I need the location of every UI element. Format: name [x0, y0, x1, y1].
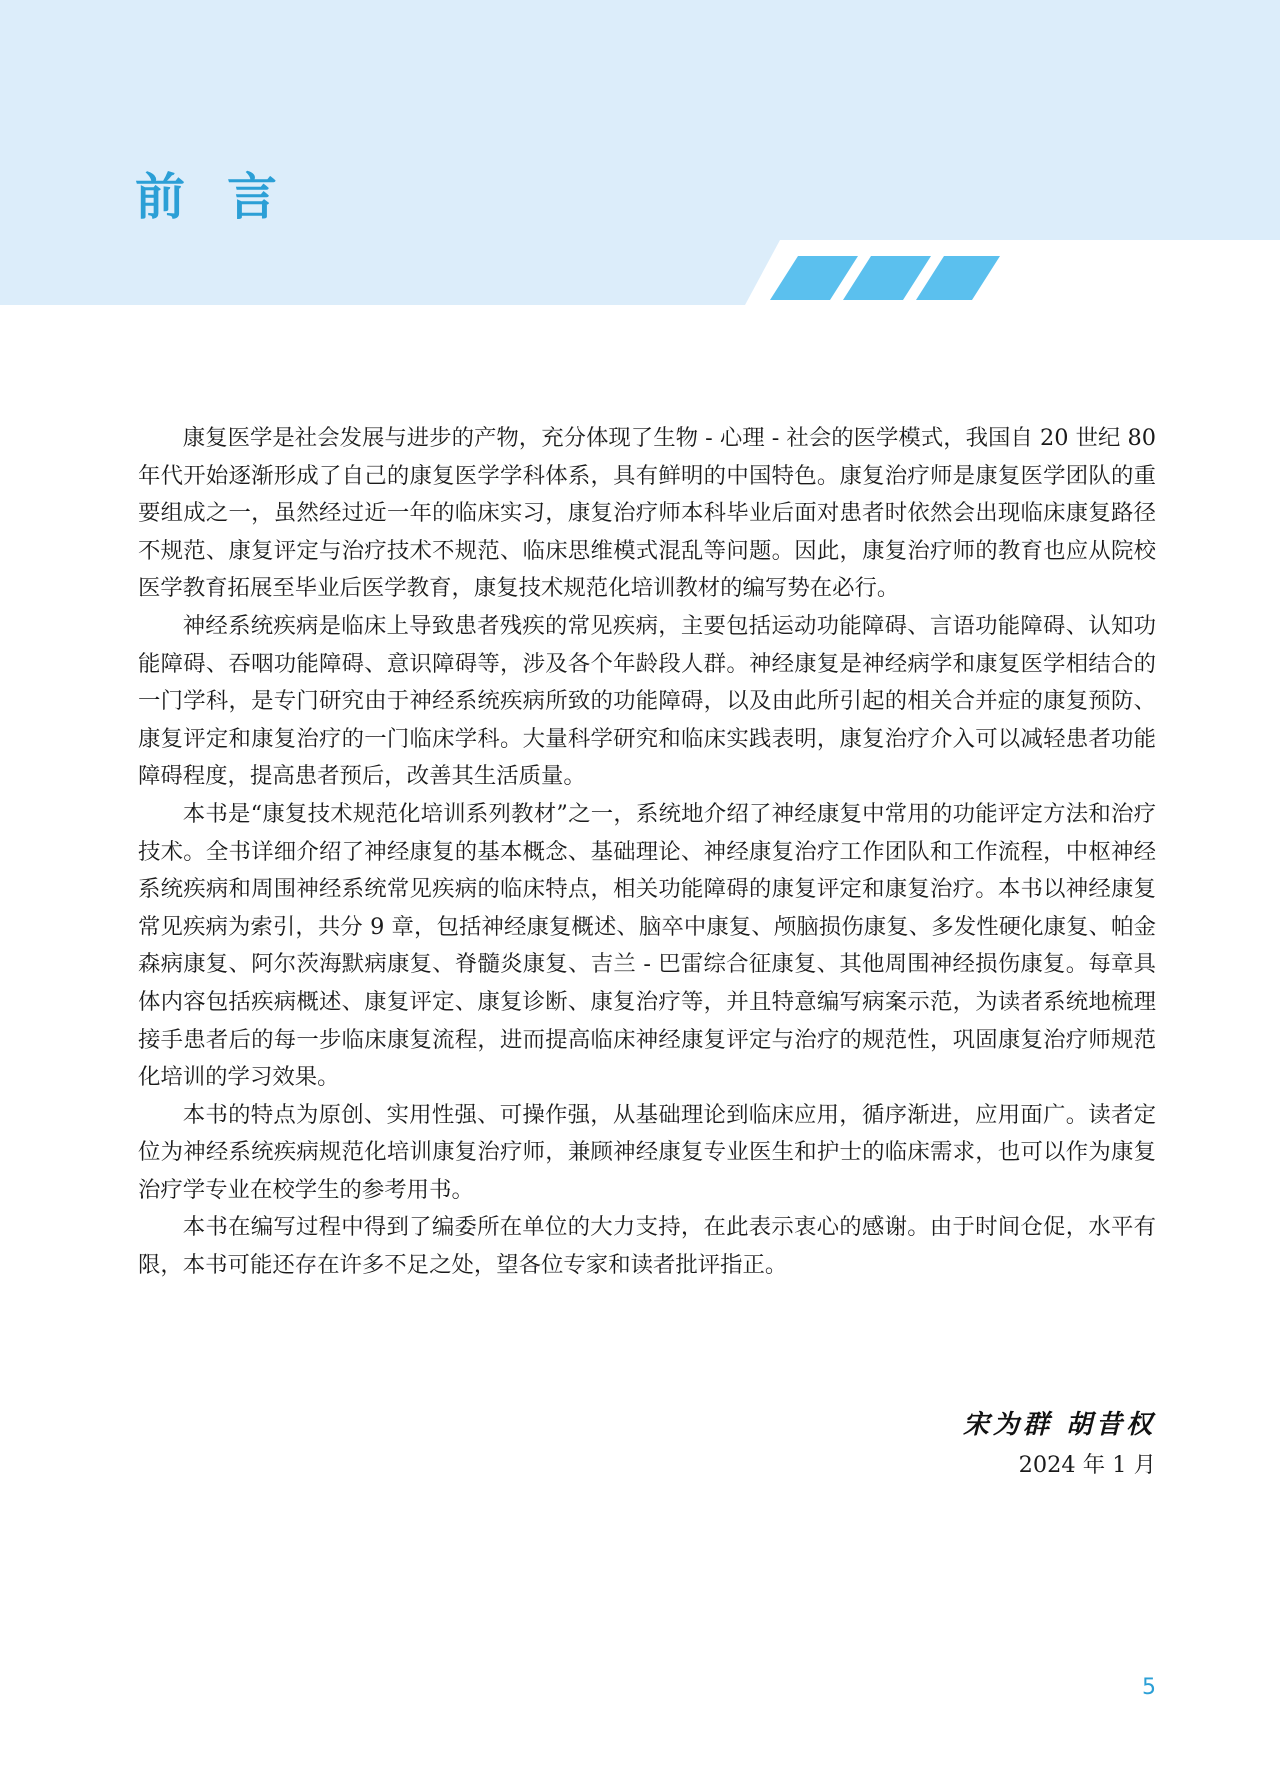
paragraph: 本书的特点为原创、实用性强、可操作强，从基础理论到临床应用，循序渐进，应用面广。读者定位为神经系统疾病规范化培训康复治疗师，兼顾神经康复专业医生和护士的临床需求，也可以作为康复治疗学专业在校学生的参考用书。 — [138, 1101, 1156, 1203]
paragraph: 神经系统疾病是临床上导致患者残疾的常见疾病，主要包括运动功能障碍、言语功能障碍、认知功能障碍、吞咽功能障碍、意识障碍等，涉及各个年龄段人群。神经康复是神经病学和康复医学相结合的一门学科，是专门研究由于神经系统疾病所致的功能障碍，以及由此所引起的相关合并症的康复预防、康复评定和康复治疗的一门临床学科。大量科学研究和临床实践表明，康复治疗介入可以减轻患者功能障碍程度，提高患者预后，改善其生活质量。 — [138, 612, 1156, 790]
author-signature: 宋为群 胡昔权 — [962, 1410, 1156, 1440]
decorative-stripes — [0, 0, 1280, 305]
paragraph: 康复医学是社会发展与进步的产物，充分体现了生物 - 心理 - 社会的医学模式，我国自 20 世纪 80 年代开始逐渐形成了自己的康复医学学科体系，具有鲜明的中国特色。康复治疗师是康复医学团队的重要组成之一，虽然经过近一年的临床实习，康复治疗师本科毕业后面对患者时依然会出现临床康复路径不规范、康复评定与治疗技术不规范、临床思维模式混乱等问题。因此，康复治疗师的教育也应从院校医学教育拓展至毕业后医学教育，康复技术规范化培训教材的编写势在必行。 — [138, 425, 1156, 602]
date: 2024 年 1 月 — [1018, 1452, 1156, 1478]
preface-body — [138, 420, 1156, 1285]
paragraph: 本书是“康复技术规范化培训系列教材”之一，系统地介绍了神经康复中常用的功能评定方法和治疗技术。全书详细介绍了神经康复的基本概念、基础理论、神经康复治疗工作团队和工作流程，中枢神经系统疾病和周围神经系统常见疾病的临床特点，相关功能障碍的康复评定和康复治疗。本书以神经康复常见疾病为索引，共分 9 章，包括神经康复概述、脑卒中康复、颅脑损伤康复、多发性硬化康复、帕金森病康复、阿尔茨海默病康复、脊髓炎康复、吉兰 - 巴雷综合征康复、其他周围神经损伤康复。每章具体内容包括疾病概述、康复评定、康复诊断、康复治疗等，并且特意编写病案示范，为读者系统地梳理接手患者后的每一步临床康复流程，进而提高临床神经康复评定与治疗的规范性，巩固康复治疗师规范化培训的学习效果。 — [138, 800, 1156, 1091]
page-number: 5 — [1142, 1675, 1156, 1700]
paragraph: 本书在编写过程中得到了编委所在单位的大力支持，在此表示衷心的感谢。由于时间仓促，水平有限，本书可能还存在许多不足之处，望各位专家和读者批评指正。 — [138, 1214, 1156, 1279]
page-title: 前言 — [135, 168, 319, 226]
